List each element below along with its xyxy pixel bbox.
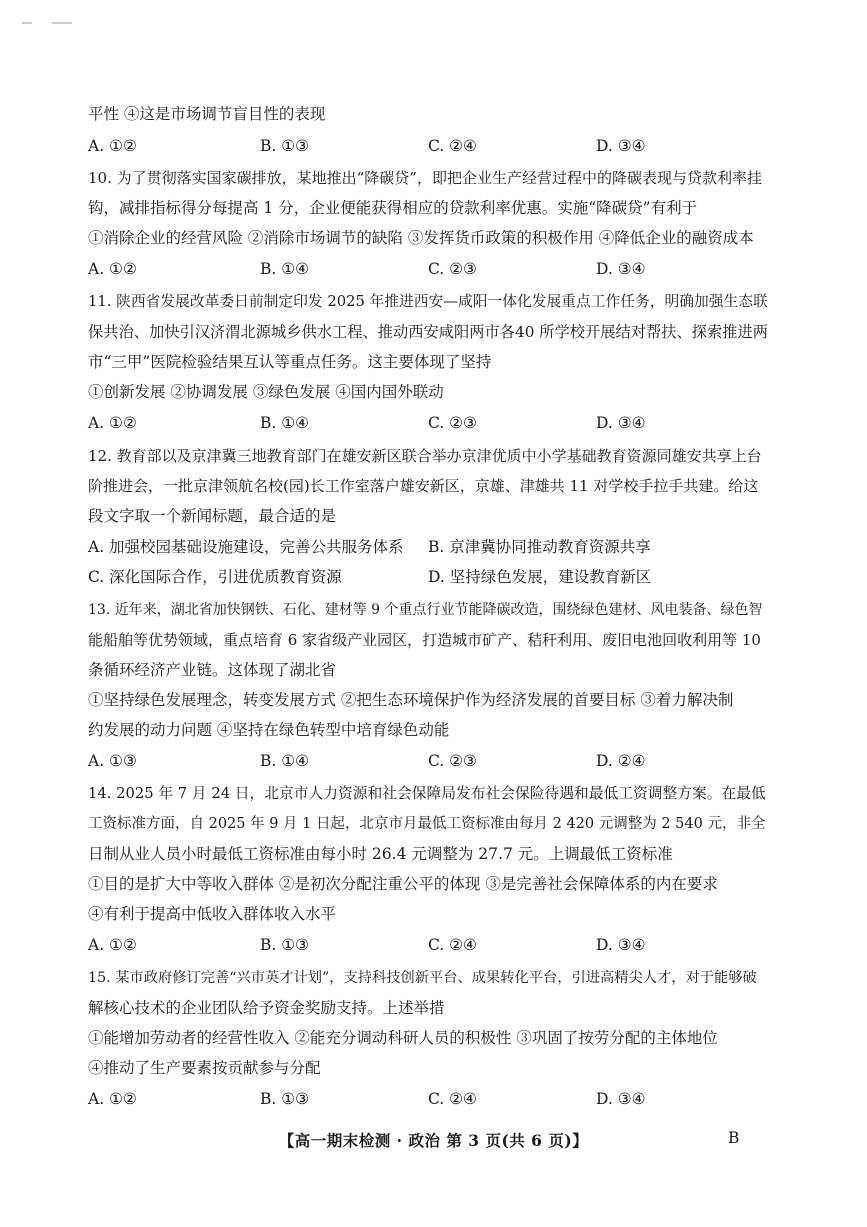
q11-stem-line-1: 11. 陕西省发展改革委日前制定印发 2025 年推进西安—咸阳一体化发展重点工作任务，明确加强生态联: [88, 293, 768, 310]
q10-stem-line-1: 10. 为了贯彻落实国家碳排放，某地推出“降碳贷”，即把企业生产经营过程中的降碳表现与贷款利率挂: [88, 169, 762, 187]
q14-options: [88, 935, 768, 955]
q13-stem-line-1: 13. 近年来，湖北省加快钢铁、石化、建材等 9 个重点行业节能降碳改造，围绕绿色建材、风电装备、绿色智: [88, 602, 763, 618]
q15-option-d: D. ③④: [596, 1090, 646, 1108]
q15-option-b: B. ①③: [260, 1090, 310, 1108]
q13-option-a: A. ①③: [88, 752, 137, 770]
q12-option-b: B. 京津冀协同推动教育资源共享: [428, 538, 651, 556]
q14-stem-line-3: 日制从业人员小时最低工资标准由每小时 26.4 元调整为 27.7 元。上调最低工资标准: [88, 845, 673, 863]
q15-stem-line-1: 15. 某市政府修订完善“兴市英才计划”，支持科技创新平台、成果转化平台，引进高精尖人才，对于能够破: [88, 970, 757, 986]
q14-stem-line-1: 14. 2025 年 7 月 24 日，北京市人力资源和社会保障局发布社会保险待遇和最低工资调整方案。在最低: [88, 785, 766, 802]
q12-option-c: C. 深化国际合作，引进优质教育资源: [88, 568, 342, 586]
q9-option-d: D. ③④: [596, 137, 646, 155]
paper-version-code: B: [728, 1129, 740, 1147]
q12-options-row-2: [88, 567, 768, 587]
q10-option-a: A. ①②: [88, 260, 137, 278]
q10-statements: ①消除企业的经营风险 ②消除市场调节的缺陷 ③发挥货币政策的积极作用 ④降低企业的融资成本: [88, 229, 754, 247]
q11-option-b: B. ①④: [260, 414, 310, 432]
q12-stem-line-3: 段文字取一个新闻标题，最合适的是: [88, 507, 337, 525]
q9-tail-text: 平性 ④这是市场调节盲目性的表现: [88, 105, 326, 123]
q10-option-b: B. ①④: [260, 260, 310, 278]
q9-options: [88, 136, 768, 156]
q10-options: [88, 259, 768, 279]
q11-stem-line-2: 保共治、加快引汉济渭北源城乡供水工程、推动西安咸阳两市各40 所学校开展结对帮扶、探索推进两: [88, 323, 769, 341]
q15-option-c: C. ②④: [428, 1090, 477, 1108]
q15-statements-line-1: ①能增加劳动者的经营性收入 ②能充分调动科研人员的积极性 ③巩固了按劳分配的主体地位: [88, 1029, 718, 1047]
q13-option-b: B. ①④: [260, 752, 310, 770]
q11-option-d: D. ③④: [596, 414, 646, 432]
q11-option-a: A. ①②: [88, 414, 137, 432]
q13-option-d: D. ②④: [596, 752, 646, 770]
q9-option-c: C. ②④: [428, 137, 477, 155]
q9-option-b: B. ①③: [260, 137, 310, 155]
page-footer: 【高一期末检测 · 政治 第 3 页(共 6 页)】: [278, 1131, 589, 1150]
q13-option-c: C. ②③: [428, 752, 477, 770]
q15-options: [88, 1089, 768, 1109]
q10-stem-line-2: 钩，减排指标得分每提高 1 分，企业便能获得相应的贷款利率优惠。实施“降碳贷”有利于: [88, 199, 698, 217]
q12-stem-line-2: 阶推进会，一批京津领航名校(园)长工作室落户雄安新区，京雄、津雄共 11 对学校手拉手共建。给这: [88, 477, 759, 495]
q11-stem-line-3: 市“三甲”医院检验结果互认等重点任务。这主要体现了坚持: [88, 353, 492, 371]
q12-options-row-1: [88, 537, 768, 557]
q15-stem-line-2: 解核心技术的企业团队给予资金奖励支持。上述举措: [88, 999, 445, 1017]
q12-stem-line-1: 12. 教育部以及京津冀三地教育部门在雄安新区联合举办京津优质中小学基础教育资源同雄安共享上台: [88, 447, 762, 465]
q13-statements-line-2: 约发展的动力问题 ④坚持在绿色转型中培育绿色动能: [88, 721, 450, 739]
q9-option-a: A. ①②: [88, 137, 137, 155]
q10-option-d: D. ③④: [596, 260, 646, 278]
q11-options: [88, 413, 768, 433]
q12-option-d: D. 坚持绿色发展，建设教育新区: [428, 568, 652, 586]
q13-stem-line-3: 条循环经济产业链。这体现了湖北省: [88, 661, 337, 679]
q13-statements-line-1: ①坚持绿色发展理念，转变发展方式 ②把生态环境保护作为经济发展的首要目标 ③着力解决制: [88, 691, 734, 709]
q12-option-a: A. 加强校园基础设施建设，完善公共服务体系: [88, 538, 404, 556]
q14-option-a: A. ①②: [88, 936, 137, 954]
scan-mark: [22, 20, 72, 26]
q11-option-c: C. ②③: [428, 414, 477, 432]
q14-option-b: B. ①③: [260, 936, 310, 954]
q14-option-c: C. ②④: [428, 936, 477, 954]
q13-options: [88, 751, 768, 771]
q13-stem-line-2: 能船舶等优势领域，重点培育 6 家省级产业园区，打造城市矿产、秸秆利用、废旧电池回收利用等 10: [88, 631, 761, 649]
q15-statements-line-2: ④推动了生产要素按贡献参与分配: [88, 1059, 321, 1077]
q15-option-a: A. ①②: [88, 1090, 137, 1108]
q14-statements-line-1: ①目的是扩大中等收入群体 ②是初次分配注重公平的体现 ③是完善社会保障体系的内在要求: [88, 875, 718, 893]
q14-statements-line-2: ④有利于提高中低收入群体收入水平: [88, 905, 337, 923]
q10-option-c: C. ②③: [428, 260, 477, 278]
q11-statements: ①创新发展 ②协调发展 ③绿色发展 ④国内国外联动: [88, 383, 444, 401]
q14-stem-line-2: 工资标准方面，自 2025 年 9 月 1 日起，北京市月最低工资标准由每月 2 420 元调整为 2 540 元，非全: [88, 816, 766, 832]
q14-option-d: D. ③④: [596, 936, 646, 954]
